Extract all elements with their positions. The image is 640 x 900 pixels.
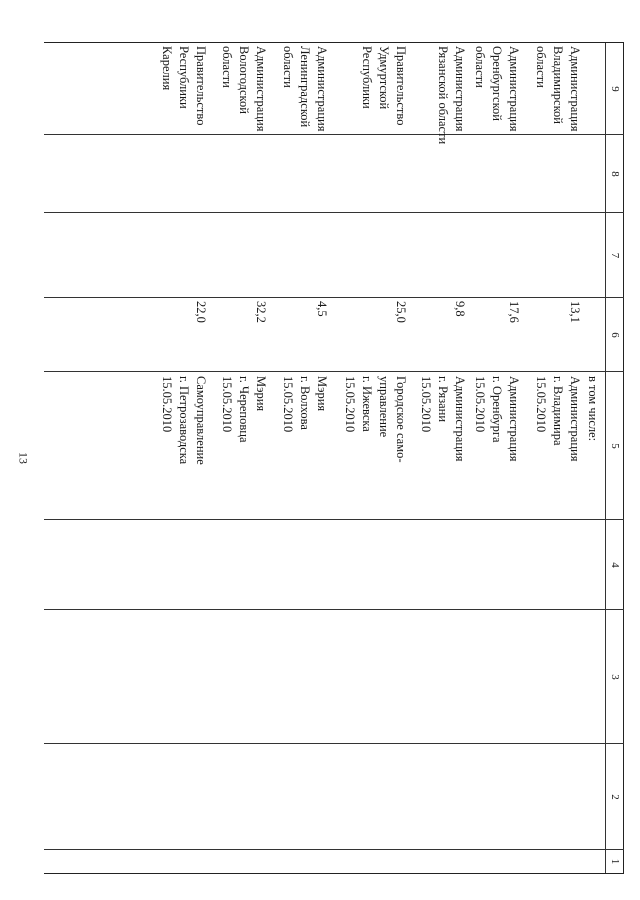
column-header-6: 6 bbox=[605, 298, 624, 372]
row-2-organization: Администрация г. Оренбурга 15.05.2010 bbox=[473, 376, 521, 462]
intro-text: в том числе: bbox=[586, 376, 600, 442]
row-2-region: Администрация Оренбургской области bbox=[473, 46, 521, 132]
row-3-region: Администрация Рязанской области bbox=[436, 46, 467, 145]
row-4-organization: Городское само- управление г. Ижевска 15.05.2010 bbox=[343, 376, 408, 463]
row-1-organization: Администрация г. Владимира 15.05.2010 bbox=[534, 376, 582, 462]
row-7-region: Правительство Республики Карелия bbox=[160, 46, 208, 126]
row-3-organization: Администрация г. Рязани 15.05.2010 bbox=[419, 376, 467, 462]
column-3 bbox=[44, 609, 624, 744]
row-1-value: 13,1 bbox=[568, 301, 582, 323]
row-7-organization: Самоуправление г. Петрозаводска 15.05.2010 bbox=[160, 376, 208, 465]
column-header-5: 5 bbox=[605, 372, 624, 520]
column-2 bbox=[44, 743, 624, 850]
column-header-3: 3 bbox=[605, 610, 624, 744]
column-header-7: 7 bbox=[605, 213, 624, 298]
column-header-8: 8 bbox=[605, 135, 624, 213]
column-header-9: 9 bbox=[605, 43, 624, 135]
row-6-region: Администрация Вологодской области bbox=[220, 46, 268, 132]
row-3-value: 9,8 bbox=[453, 301, 467, 317]
row-2-value: 17,6 bbox=[507, 301, 521, 323]
column-header-4: 4 bbox=[605, 520, 624, 610]
row-4-region: Правительство Удмуртской Республики bbox=[360, 46, 408, 126]
column-header-2: 2 bbox=[605, 744, 624, 850]
column-7 bbox=[44, 212, 624, 298]
row-5-region: Администрация Ленинградской области bbox=[281, 46, 329, 132]
row-5-value: 4,5 bbox=[315, 301, 329, 317]
row-4-value: 25,0 bbox=[394, 301, 408, 323]
column-6 bbox=[44, 297, 624, 372]
column-header-1: 1 bbox=[605, 850, 624, 873]
column-8 bbox=[44, 134, 624, 213]
column-4 bbox=[44, 519, 624, 610]
page-number: 13 bbox=[16, 452, 31, 464]
row-5-organization: Мэрия г. Волхова 15.05.2010 bbox=[281, 376, 329, 433]
row-1-region: Администрация Владимирской области bbox=[534, 46, 582, 132]
row-7-value: 22,0 bbox=[194, 301, 208, 323]
row-6-value: 32,2 bbox=[254, 301, 268, 323]
row-6-organization: Мэрия г. Череповца 15.05.2010 bbox=[220, 376, 268, 443]
column-1 bbox=[44, 849, 624, 874]
rotated-table bbox=[44, 42, 624, 874]
